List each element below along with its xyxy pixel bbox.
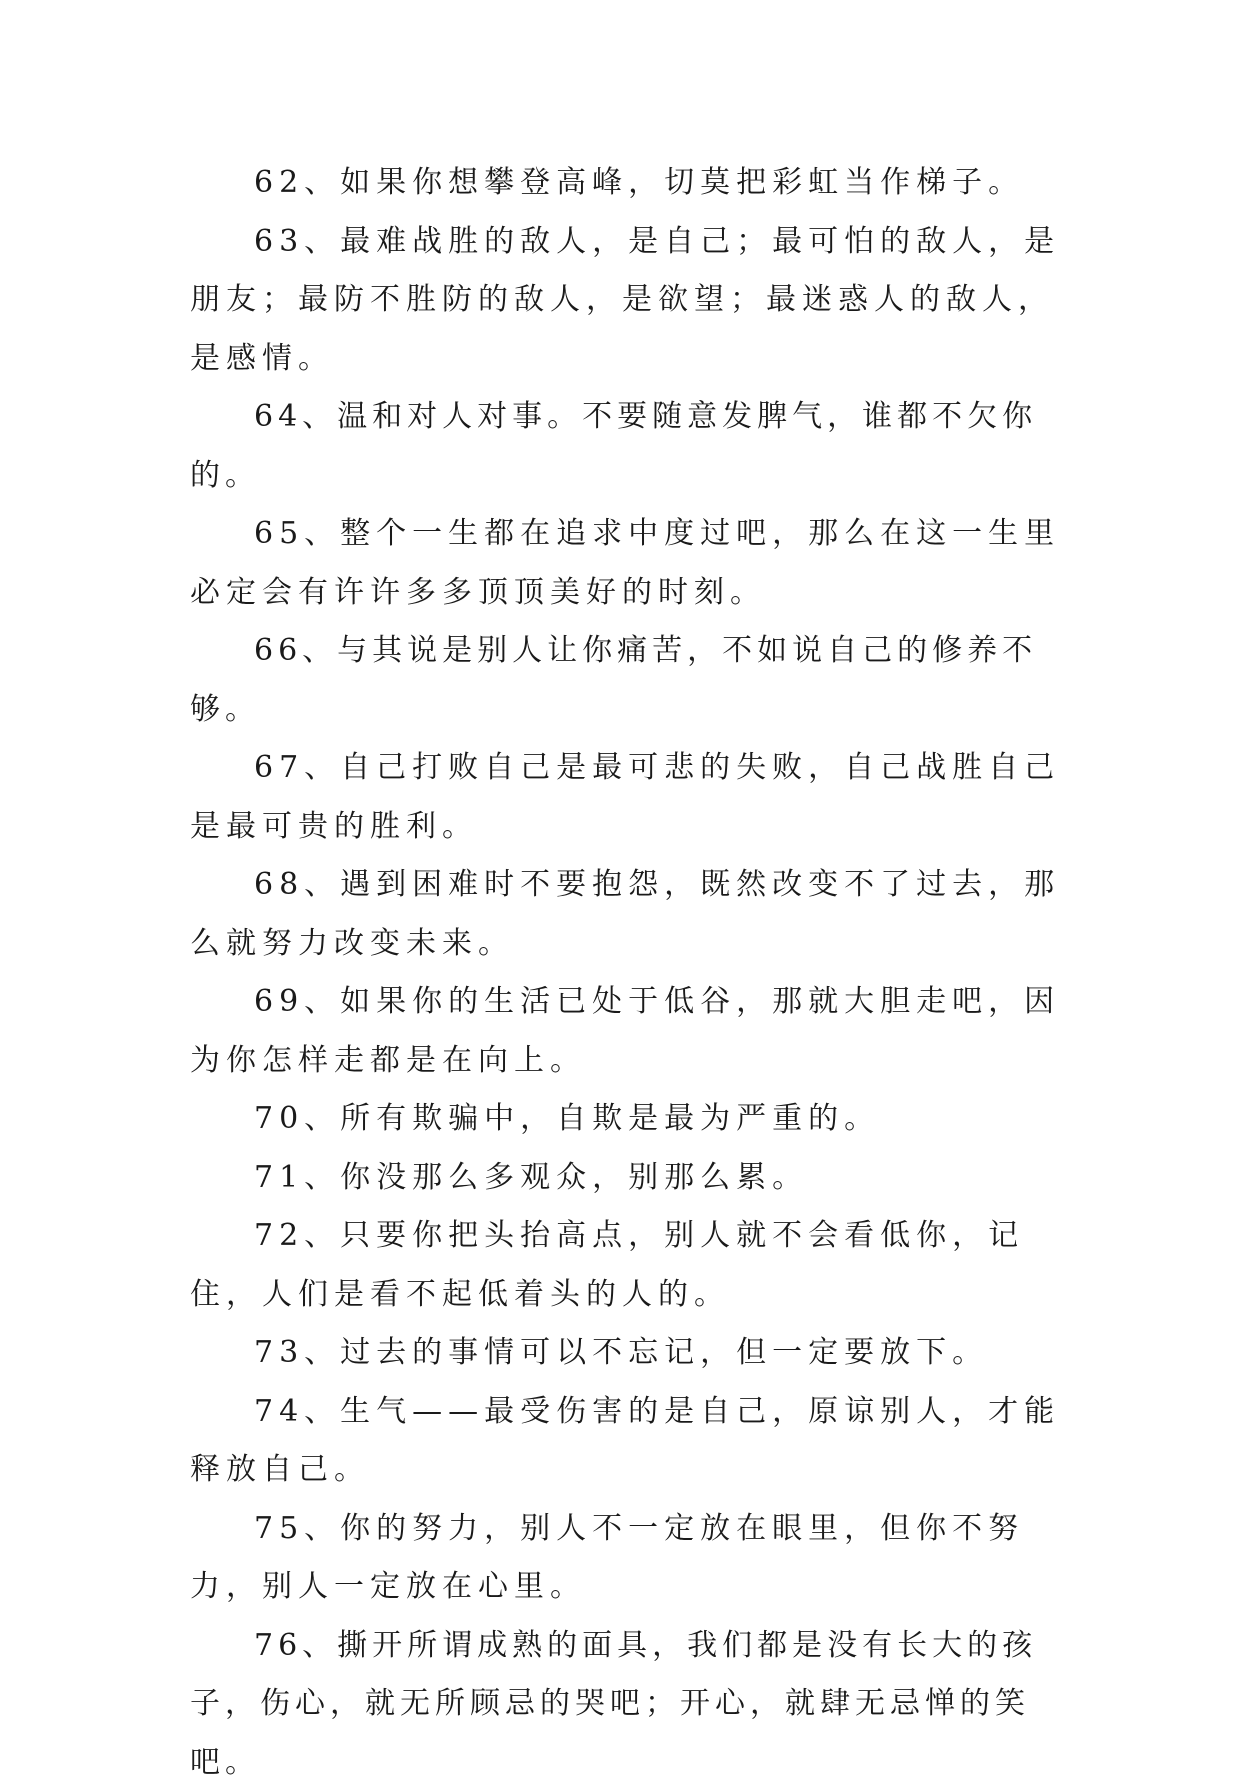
paragraph-71: 71、你没那么多观众，别那么累。 — [190, 1149, 1070, 1208]
paragraph-64: 64、温和对人对事。不要随意发脾气，谁都不欠你的。 — [190, 388, 1070, 505]
paragraph-62: 62、如果你想攀登高峰，切莫把彩虹当作梯子。 — [190, 154, 1070, 213]
document-body — [190, 154, 1070, 1792]
paragraph-68: 68、遇到困难时不要抱怨，既然改变不了过去，那么就努力改变未来。 — [190, 856, 1070, 973]
paragraph-75: 75、你的努力，别人不一定放在眼里，但你不努力，别人一定放在心里。 — [190, 1500, 1070, 1617]
paragraph-74: 74、生气——最受伤害的是自己，原谅别人，才能释放自己。 — [190, 1383, 1070, 1500]
paragraph-73: 73、过去的事情可以不忘记，但一定要放下。 — [190, 1324, 1070, 1383]
paragraph-72: 72、只要你把头抬高点，别人就不会看低你，记住，人们是看不起低着头的人的。 — [190, 1207, 1070, 1324]
paragraph-69: 69、如果你的生活已处于低谷，那就大胆走吧，因为你怎样走都是在向上。 — [190, 973, 1070, 1090]
paragraph-63: 63、最难战胜的敌人，是自己；最可怕的敌人，是朋友；最防不胜防的敌人，是欲望；最迷惑人的敌人，是感情。 — [190, 213, 1070, 389]
paragraph-76: 76、撕开所谓成熟的面具，我们都是没有长大的孩子，伤心，就无所顾忌的哭吧；开心，就肆无忌惮的笑吧。 — [190, 1617, 1070, 1792]
paragraph-65: 65、整个一生都在追求中度过吧，那么在这一生里必定会有许许多多顶顶美好的时刻。 — [190, 505, 1070, 622]
paragraph-67: 67、自己打败自己是最可悲的失败，自己战胜自己是最可贵的胜利。 — [190, 739, 1070, 856]
paragraph-66: 66、与其说是别人让你痛苦，不如说自己的修养不够。 — [190, 622, 1070, 739]
paragraph-70: 70、所有欺骗中，自欺是最为严重的。 — [190, 1090, 1070, 1149]
